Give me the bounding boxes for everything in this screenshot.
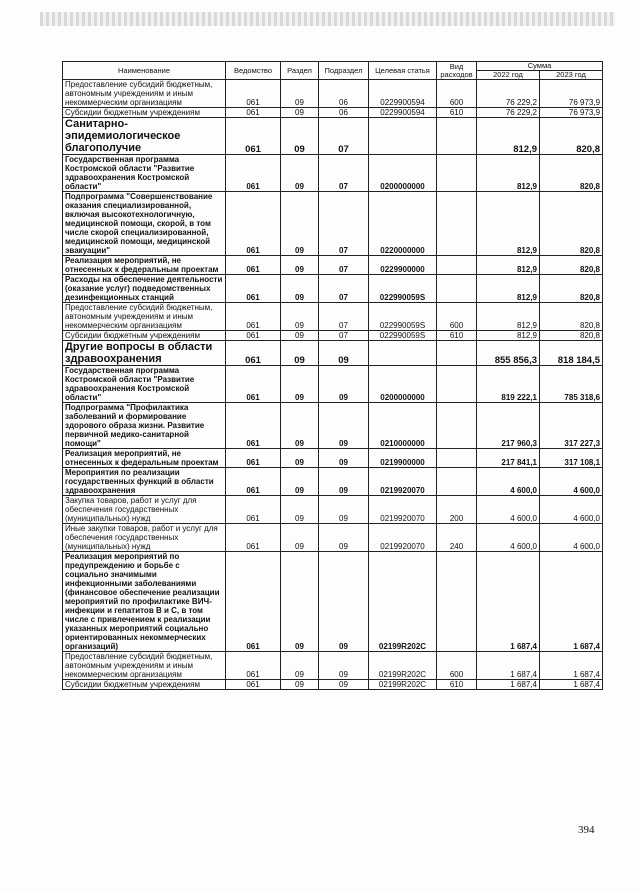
row-vedomstvo: 061 <box>226 468 281 496</box>
row-vid <box>437 192 477 256</box>
row-vedomstvo: 061 <box>226 449 281 468</box>
row-sum-2023: 1 687,4 <box>540 652 603 680</box>
row-vid: 200 <box>437 496 477 524</box>
row-vid <box>437 275 477 303</box>
row-sum-2022: 1 687,4 <box>477 680 540 690</box>
row-vid <box>437 366 477 403</box>
row-podrazdel: 07 <box>319 256 369 275</box>
row-sum-2022: 812,9 <box>477 256 540 275</box>
row-sum-2023: 820,8 <box>540 331 603 341</box>
row-razdel: 09 <box>281 449 319 468</box>
row-razdel: 09 <box>281 118 319 155</box>
row-razdel: 09 <box>281 192 319 256</box>
row-celevaya: 0219920070 <box>369 496 437 524</box>
row-razdel: 09 <box>281 524 319 552</box>
row-name: Другие вопросы в области здравоохранения <box>63 341 226 366</box>
row-sum-2022: 812,9 <box>477 303 540 331</box>
row-razdel: 09 <box>281 496 319 524</box>
row-razdel: 09 <box>281 275 319 303</box>
row-celevaya: 022990059S <box>369 303 437 331</box>
table-row <box>63 275 603 303</box>
table-row <box>63 256 603 275</box>
row-vedomstvo: 061 <box>226 652 281 680</box>
row-celevaya: 0200000000 <box>369 155 437 192</box>
table-row <box>63 108 603 118</box>
row-vid <box>437 118 477 155</box>
header-podrazdel: Подраздел <box>319 62 369 80</box>
header-summa: Сумма <box>477 62 603 71</box>
row-sum-2023: 820,8 <box>540 256 603 275</box>
row-sum-2023: 820,8 <box>540 118 603 155</box>
row-sum-2022: 217 841,1 <box>477 449 540 468</box>
row-celevaya: 0229900594 <box>369 108 437 118</box>
row-podrazdel: 09 <box>319 524 369 552</box>
row-vedomstvo: 061 <box>226 155 281 192</box>
table-row <box>63 192 603 256</box>
row-sum-2023: 820,8 <box>540 275 603 303</box>
row-podrazdel: 09 <box>319 552 369 652</box>
row-name: Субсидии бюджетным учреждениям <box>63 108 226 118</box>
row-vedomstvo: 061 <box>226 331 281 341</box>
row-podrazdel: 07 <box>319 303 369 331</box>
row-name: Предоставление субсидий бюджетным, автономным учреждениям и иным некоммерческим организациям <box>63 80 226 108</box>
row-razdel: 09 <box>281 155 319 192</box>
row-podrazdel: 07 <box>319 155 369 192</box>
table-row <box>63 80 603 108</box>
row-name: Государственная программа Костромской области "Развитие здравоохранения Костромской области" <box>63 155 226 192</box>
row-podrazdel: 07 <box>319 118 369 155</box>
row-vedomstvo: 061 <box>226 366 281 403</box>
row-sum-2023: 818 184,5 <box>540 341 603 366</box>
row-podrazdel: 06 <box>319 80 369 108</box>
row-name: Реализация мероприятий, не отнесенных к федеральным проектам <box>63 449 226 468</box>
row-vedomstvo: 061 <box>226 192 281 256</box>
row-vid: 610 <box>437 331 477 341</box>
table-row <box>63 680 603 690</box>
row-sum-2022: 4 600,0 <box>477 496 540 524</box>
row-razdel: 09 <box>281 468 319 496</box>
table-row <box>63 468 603 496</box>
row-vid <box>437 468 477 496</box>
header-celevaya: Целевая статья <box>369 62 437 80</box>
row-name: Расходы на обеспечение деятельности (оказание услуг) подведомственных дезинфекционных станций <box>63 275 226 303</box>
row-podrazdel: 09 <box>319 449 369 468</box>
row-sum-2022: 217 960,3 <box>477 403 540 449</box>
row-vedomstvo: 061 <box>226 524 281 552</box>
row-sum-2023: 820,8 <box>540 303 603 331</box>
row-celevaya <box>369 341 437 366</box>
table-row <box>63 652 603 680</box>
row-podrazdel: 09 <box>319 652 369 680</box>
row-sum-2023: 4 600,0 <box>540 468 603 496</box>
header-vedomstvo: Ведомство <box>226 62 281 80</box>
row-vid: 600 <box>437 80 477 108</box>
row-celevaya: 02199R202C <box>369 680 437 690</box>
row-podrazdel: 09 <box>319 403 369 449</box>
row-sum-2023: 76 973,9 <box>540 80 603 108</box>
row-razdel: 09 <box>281 552 319 652</box>
row-name: Санитарно-эпидемиологическое благополучие <box>63 118 226 155</box>
row-vid: 610 <box>437 680 477 690</box>
table-row <box>63 403 603 449</box>
row-sum-2023: 785 318,6 <box>540 366 603 403</box>
row-sum-2022: 812,9 <box>477 118 540 155</box>
row-razdel: 09 <box>281 108 319 118</box>
row-name: Государственная программа Костромской области "Развитие здравоохранения Костромской области" <box>63 366 226 403</box>
header-razdel: Раздел <box>281 62 319 80</box>
header-year-2022: 2022 год <box>477 71 540 80</box>
row-razdel: 09 <box>281 303 319 331</box>
row-sum-2022: 4 600,0 <box>477 468 540 496</box>
row-vid: 240 <box>437 524 477 552</box>
row-razdel: 09 <box>281 341 319 366</box>
row-vedomstvo: 061 <box>226 275 281 303</box>
row-vedomstvo: 061 <box>226 341 281 366</box>
table-row <box>63 552 603 652</box>
row-sum-2022: 4 600,0 <box>477 524 540 552</box>
row-vedomstvo: 061 <box>226 118 281 155</box>
table-row <box>63 331 603 341</box>
row-vedomstvo: 061 <box>226 303 281 331</box>
row-vedomstvo: 061 <box>226 108 281 118</box>
row-podrazdel: 06 <box>319 108 369 118</box>
row-celevaya: 0200000000 <box>369 366 437 403</box>
row-sum-2022: 819 222,1 <box>477 366 540 403</box>
table-row <box>63 341 603 366</box>
row-sum-2022: 1 687,4 <box>477 652 540 680</box>
row-sum-2022: 812,9 <box>477 275 540 303</box>
row-sum-2023: 317 108,1 <box>540 449 603 468</box>
row-podrazdel: 09 <box>319 341 369 366</box>
header-year-2023: 2023 год <box>540 71 603 80</box>
row-sum-2023: 76 973,9 <box>540 108 603 118</box>
row-name: Предоставление субсидий бюджетным, автономным учреждениям и иным некоммерческим организациям <box>63 652 226 680</box>
row-razdel: 09 <box>281 256 319 275</box>
row-celevaya: 0219900000 <box>369 449 437 468</box>
row-razdel: 09 <box>281 80 319 108</box>
row-celevaya: 0219920070 <box>369 524 437 552</box>
row-celevaya: 022990059S <box>369 275 437 303</box>
row-name: Реализация мероприятий, не отнесенных к федеральным проектам <box>63 256 226 275</box>
row-celevaya: 0210000000 <box>369 403 437 449</box>
row-razdel: 09 <box>281 366 319 403</box>
row-vid: 600 <box>437 303 477 331</box>
table-header <box>63 62 603 80</box>
row-sum-2022: 812,9 <box>477 331 540 341</box>
row-razdel: 09 <box>281 680 319 690</box>
row-sum-2022: 1 687,4 <box>477 552 540 652</box>
row-vid: 600 <box>437 652 477 680</box>
table-row <box>63 155 603 192</box>
row-sum-2023: 1 687,4 <box>540 680 603 690</box>
row-sum-2023: 1 687,4 <box>540 552 603 652</box>
row-celevaya <box>369 118 437 155</box>
row-sum-2023: 4 600,0 <box>540 524 603 552</box>
row-vid: 610 <box>437 108 477 118</box>
row-vid <box>437 155 477 192</box>
row-podrazdel: 09 <box>319 680 369 690</box>
row-vedomstvo: 061 <box>226 552 281 652</box>
row-vedomstvo: 061 <box>226 496 281 524</box>
row-name: Подпрограмма "Совершенствование оказания специализированной, включая высокотехнологичную, медицинской помощи, скорой, в том числе скорой специализированной, медицинской помощи, медицинской эвакуации" <box>63 192 226 256</box>
row-vedomstvo: 061 <box>226 680 281 690</box>
header-name: Наименование <box>63 62 226 80</box>
row-sum-2023: 820,8 <box>540 155 603 192</box>
row-sum-2022: 812,9 <box>477 192 540 256</box>
row-podrazdel: 07 <box>319 331 369 341</box>
table-row <box>63 524 603 552</box>
table-row <box>63 449 603 468</box>
table-row <box>63 118 603 155</box>
row-celevaya: 0220000000 <box>369 192 437 256</box>
row-podrazdel: 07 <box>319 275 369 303</box>
row-celevaya: 02199R202C <box>369 652 437 680</box>
row-celevaya: 02199R202C <box>369 552 437 652</box>
row-sum-2022: 76 229,2 <box>477 80 540 108</box>
row-podrazdel: 09 <box>319 366 369 403</box>
row-sum-2023: 317 227,3 <box>540 403 603 449</box>
row-sum-2022: 855 856,3 <box>477 341 540 366</box>
row-sum-2023: 4 600,0 <box>540 496 603 524</box>
page-number: 394 <box>578 824 595 836</box>
row-vid <box>437 341 477 366</box>
row-name: Закупка товаров, работ и услуг для обеспечения государственных (муниципальных) нужд <box>63 496 226 524</box>
row-vid <box>437 449 477 468</box>
row-celevaya: 0229900000 <box>369 256 437 275</box>
row-name: Предоставление субсидий бюджетным, автономным учреждениям и иным некоммерческим организациям <box>63 303 226 331</box>
row-sum-2023: 820,8 <box>540 192 603 256</box>
row-razdel: 09 <box>281 652 319 680</box>
header-vid: Вид расходов <box>437 62 477 80</box>
budget-table <box>62 61 603 690</box>
row-celevaya: 022990059S <box>369 331 437 341</box>
row-vid <box>437 256 477 275</box>
row-name: Реализация мероприятий по предупреждению и борьбе с социально значимыми инфекционными заболеваниями (финансовое обеспечение реализации мероприятий по профилактике ВИЧ- инфекции и гепатитов В и С, в том числе с привлечением к реализации указанных мероприятий социально ориентированных некоммерческих организаций) <box>63 552 226 652</box>
row-podrazdel: 09 <box>319 468 369 496</box>
table-row <box>63 366 603 403</box>
table-row <box>63 496 603 524</box>
row-name: Подпрограмма "Профилактика заболеваний и формирование здорового образа жизни. Развитие первичной медико-санитарной помощи" <box>63 403 226 449</box>
row-name: Субсидии бюджетным учреждениям <box>63 331 226 341</box>
row-podrazdel: 09 <box>319 496 369 524</box>
row-name: Субсидии бюджетным учреждениям <box>63 680 226 690</box>
row-celevaya: 0229900594 <box>369 80 437 108</box>
table-body <box>63 80 603 690</box>
row-vedomstvo: 061 <box>226 256 281 275</box>
row-podrazdel: 07 <box>319 192 369 256</box>
row-name: Иные закупки товаров, работ и услуг для обеспечения государственных (муниципальных) нужд <box>63 524 226 552</box>
row-vedomstvo: 061 <box>226 403 281 449</box>
scan-artifact-line <box>40 12 615 26</box>
table-row <box>63 303 603 331</box>
row-vid <box>437 403 477 449</box>
row-razdel: 09 <box>281 403 319 449</box>
row-name: Мероприятия по реализации государственных функций в области здравоохранения <box>63 468 226 496</box>
row-celevaya: 0219920070 <box>369 468 437 496</box>
row-vid <box>437 552 477 652</box>
row-sum-2022: 76 229,2 <box>477 108 540 118</box>
row-vedomstvo: 061 <box>226 80 281 108</box>
row-razdel: 09 <box>281 331 319 341</box>
row-sum-2022: 812,9 <box>477 155 540 192</box>
